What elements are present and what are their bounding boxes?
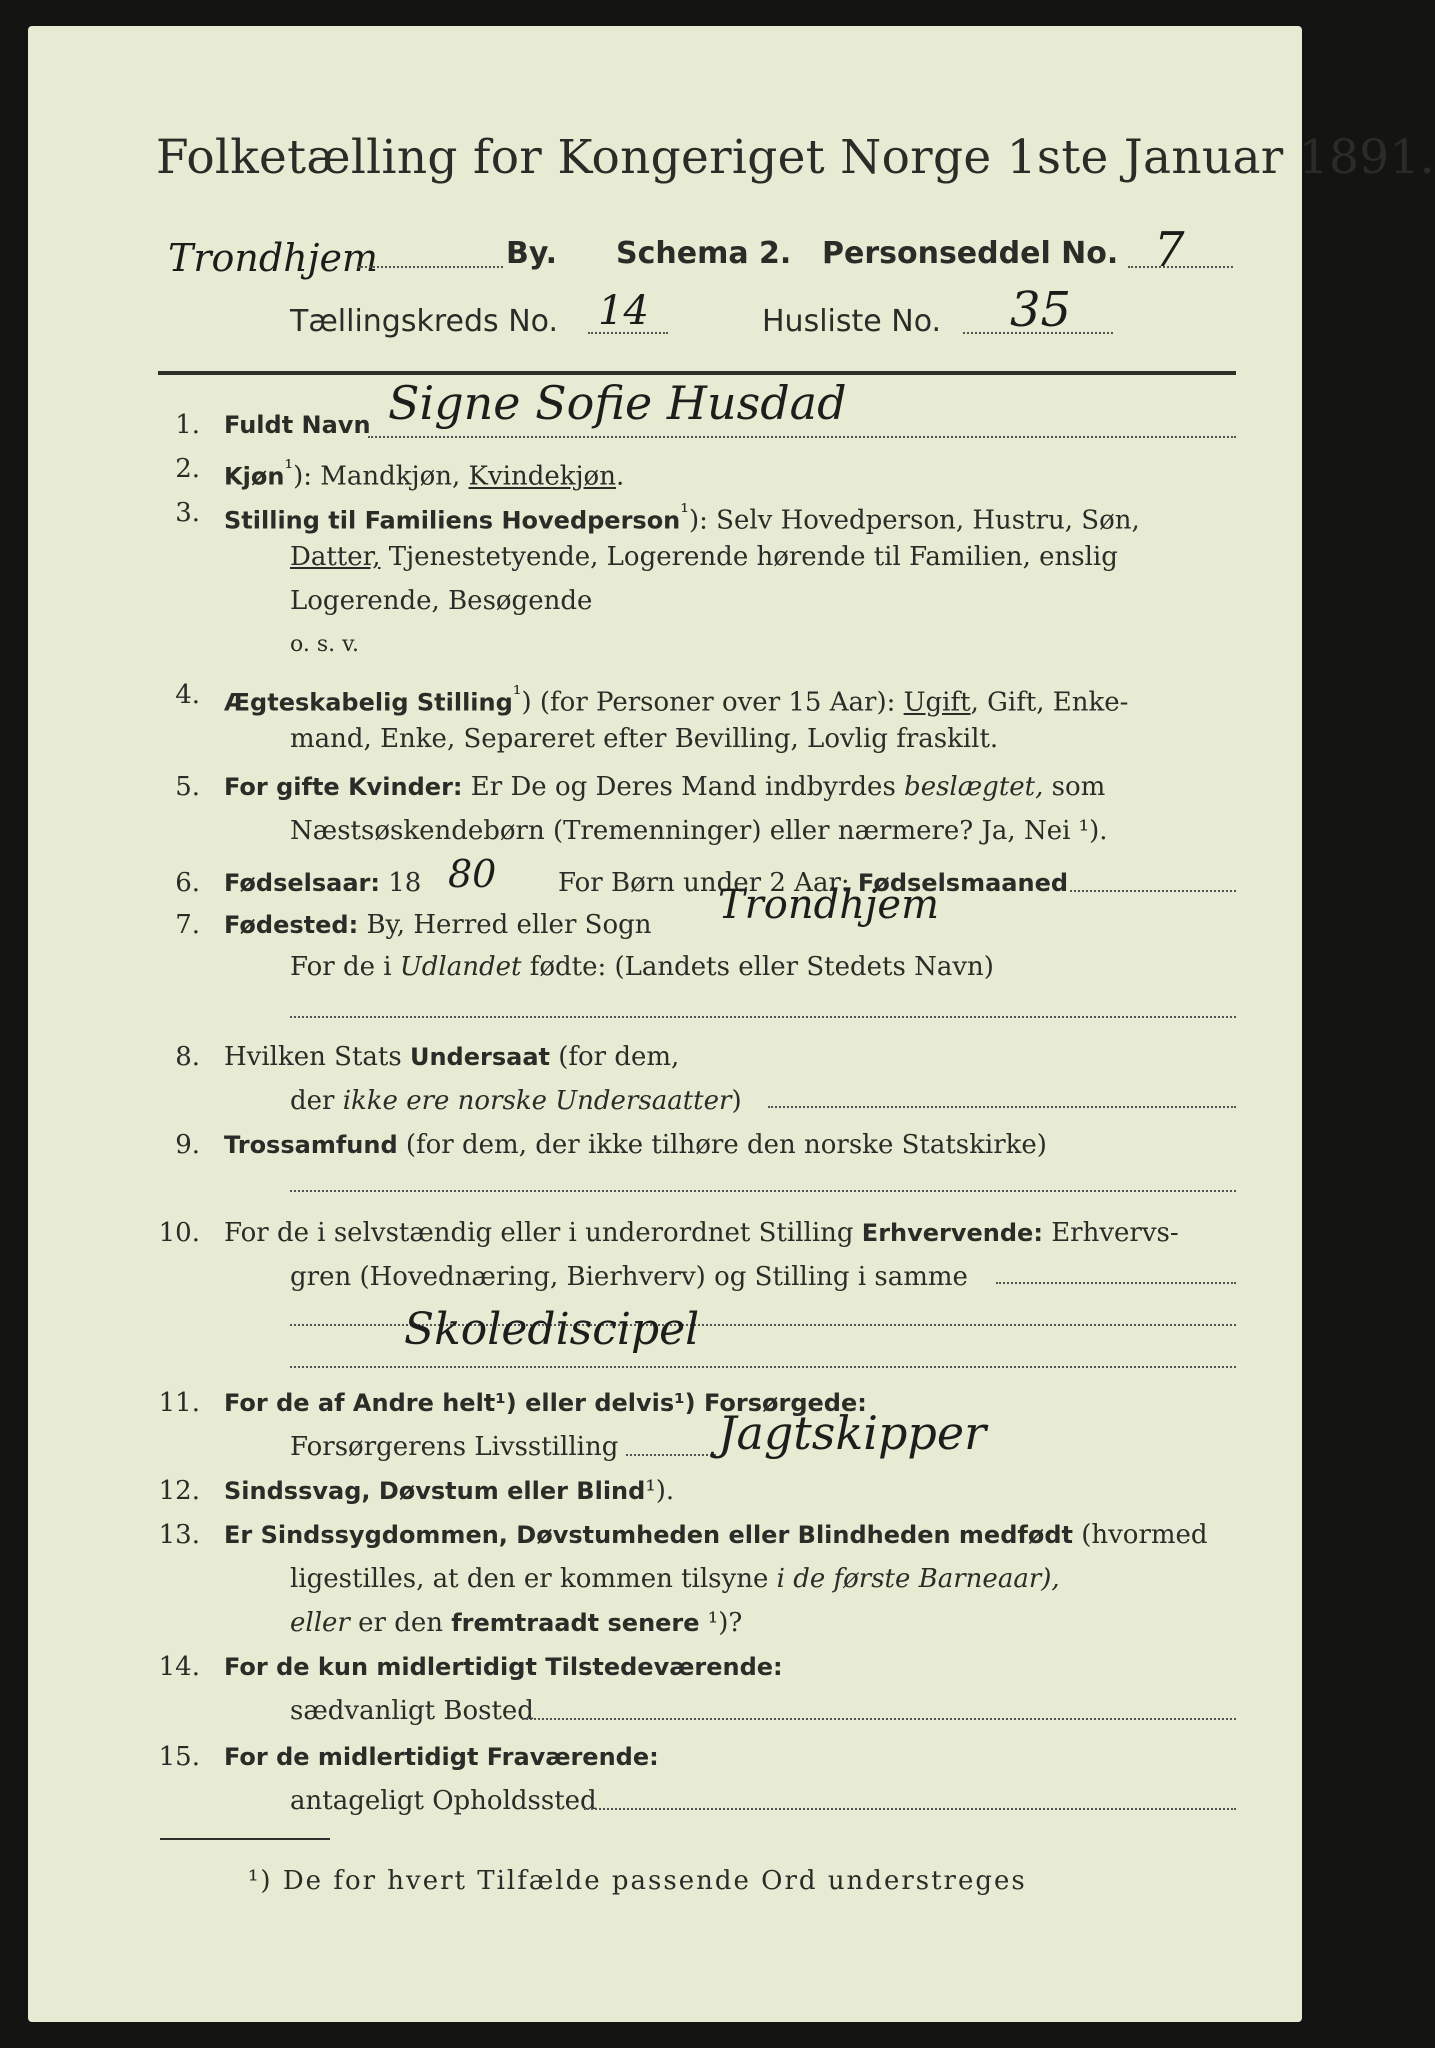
q15-line2: antageligt Opholdssted bbox=[290, 1786, 597, 1816]
q4-line2: mand, Enke, Separeret efter Bevilling, Lovlig fraskilt. bbox=[290, 724, 999, 754]
q8-number: 8. bbox=[175, 1042, 200, 1072]
q7-number: 7. bbox=[175, 910, 200, 940]
q13-line1: Er Sindssygdommen, Døvstumheden eller Blindheden medfødt (hvormed bbox=[224, 1520, 1208, 1550]
personseddel-label: Personseddel No. bbox=[822, 236, 1119, 271]
q2-number: 2. bbox=[175, 454, 200, 484]
q1-label: Fuldt Navn bbox=[224, 411, 371, 439]
personseddel-no: 7 bbox=[1154, 222, 1185, 278]
q5-line1: For gifte Kvinder: Er De og Deres Mand indbyrdes beslægtet, som bbox=[224, 772, 1106, 802]
q10-dotted-line-1 bbox=[996, 1282, 1236, 1284]
q7-line2: For de i Udlandet fødte: (Landets eller Stedets Navn) bbox=[290, 952, 994, 982]
q8-line2: der ikke ere norske Undersaatter) bbox=[290, 1086, 742, 1116]
q8-line1: Hvilken Stats Undersaat (for dem, bbox=[224, 1042, 680, 1072]
q6-children: For Børn under 2 Aar: Fødselsmaaned bbox=[558, 868, 1069, 898]
q15-line1: For de midlertidigt Fraværende: bbox=[224, 1743, 659, 1771]
q9-number: 9. bbox=[175, 1130, 200, 1160]
q6-text: Fødselsaar: 18 bbox=[224, 868, 422, 898]
q3-line4: o. s. v. bbox=[290, 632, 359, 657]
q12-text: Sindssvag, Døvstum eller Blind¹). bbox=[224, 1476, 675, 1506]
by-label: By. bbox=[506, 236, 558, 271]
q6-dotted-line bbox=[1070, 890, 1236, 892]
q11-dotted-line bbox=[626, 1454, 716, 1456]
q12-number: 12. bbox=[158, 1476, 200, 1506]
q1-dotted-line bbox=[368, 436, 1236, 438]
taellingskreds-no: 14 bbox=[598, 288, 649, 334]
taellingskreds-dotted-line bbox=[588, 332, 668, 334]
q4-selected-ugift: Ugift bbox=[903, 687, 971, 718]
form-title: Folketælling for Kongeriget Norge 1ste Januar 1891. bbox=[156, 130, 1435, 185]
q14-dotted-line bbox=[522, 1718, 1236, 1720]
q2-text: Kjøn$^{^1}$): Mandkjøn, Kvindekjøn. bbox=[224, 456, 625, 492]
q3-line1: Stilling til Familiens Hovedperson$^{^1}$): Selv Hovedperson, Hustru, Søn, bbox=[224, 500, 1140, 536]
q14-number: 14. bbox=[158, 1652, 200, 1682]
q3-line3: Logerende, Besøgende bbox=[290, 586, 593, 616]
q1-answer-name: Signe Sofie Husdad bbox=[388, 376, 847, 430]
by-handwritten: Trondhjem bbox=[168, 236, 378, 280]
q13-line3: eller er den fremtraadt senere ¹)? bbox=[290, 1608, 743, 1638]
q11-number: 11. bbox=[158, 1388, 200, 1418]
q3-selected-datter: Datter, bbox=[290, 542, 381, 572]
q9-text: Trossamfund (for dem, der ikke tilhøre den norske Statskirke) bbox=[224, 1130, 1047, 1160]
q14-line1: For de kun midlertidigt Tilstedeværende: bbox=[224, 1653, 783, 1681]
q14-line2: sædvanligt Bosted bbox=[290, 1696, 534, 1726]
q9-dotted-line bbox=[290, 1190, 1236, 1192]
q7-text: Fødested: By, Herred eller Sogn bbox=[224, 910, 652, 940]
q6-number: 6. bbox=[175, 868, 200, 898]
q10-answer-occupation: Skolediscipel bbox=[404, 1304, 700, 1355]
q11-line2: Forsørgerens Livsstilling bbox=[290, 1432, 619, 1462]
q10-dotted-line-3 bbox=[290, 1366, 1236, 1368]
husliste-no: 35 bbox=[1010, 282, 1072, 338]
q10-number: 10. bbox=[158, 1218, 200, 1248]
footnote: ¹) De for hvert Tilfælde passende Ord understreges bbox=[248, 1866, 1027, 1896]
taellingskreds-label: Tællingskreds No. bbox=[290, 304, 558, 339]
husliste-dotted-line bbox=[963, 332, 1113, 334]
by-dotted-line bbox=[358, 266, 503, 268]
q7-answer-birthplace: Trondhjem bbox=[718, 882, 940, 928]
q13-number: 13. bbox=[158, 1520, 200, 1550]
q15-number: 15. bbox=[158, 1742, 200, 1772]
footnote-rule bbox=[160, 1838, 330, 1840]
q10-line1: For de i selvstændig eller i underordnet Stilling Erhvervende: Erhvervs- bbox=[224, 1218, 1179, 1248]
schema-label: Schema 2. bbox=[616, 236, 792, 271]
q6-answer-year: 80 bbox=[448, 852, 497, 896]
q2-selected-kvindekjon: Kvindekjøn bbox=[468, 461, 616, 492]
q5-line2: Næstsøskendebørn (Tremenninger) eller nærmere? Ja, Nei ¹). bbox=[290, 816, 1108, 846]
q10-line2: gren (Hovednæring, Bierhverv) og Stilling i samme bbox=[290, 1262, 968, 1292]
q11-line1: For de af Andre helt¹) eller delvis¹) Forsørgede: bbox=[224, 1389, 867, 1417]
q13-line2: ligestilles, at den er kommen tilsyne i de første Barneaar), bbox=[290, 1564, 1060, 1594]
q3-number: 3. bbox=[175, 498, 200, 528]
census-form-sheet bbox=[28, 26, 1435, 2022]
q5-number: 5. bbox=[175, 772, 200, 802]
husliste-label: Husliste No. bbox=[762, 304, 942, 339]
q7-dotted-line bbox=[290, 1016, 1236, 1018]
q4-line1: Ægteskabelig Stilling$^{^1}$) (for Personer over 15 Aar): Ugift, Gift, Enke- bbox=[224, 682, 1129, 718]
header-rule bbox=[158, 371, 1236, 375]
q15-dotted-line bbox=[584, 1808, 1236, 1810]
q4-number: 4. bbox=[175, 680, 200, 710]
q11-answer-provider: Jagtskipper bbox=[718, 1406, 987, 1460]
personseddel-dotted-line bbox=[1128, 266, 1233, 268]
q8-dotted-line bbox=[768, 1106, 1236, 1108]
q1-number: 1. bbox=[175, 410, 200, 440]
q3-line2: Datter, Tjenestetyende, Logerende hørende til Familien, enslig bbox=[290, 542, 1118, 572]
